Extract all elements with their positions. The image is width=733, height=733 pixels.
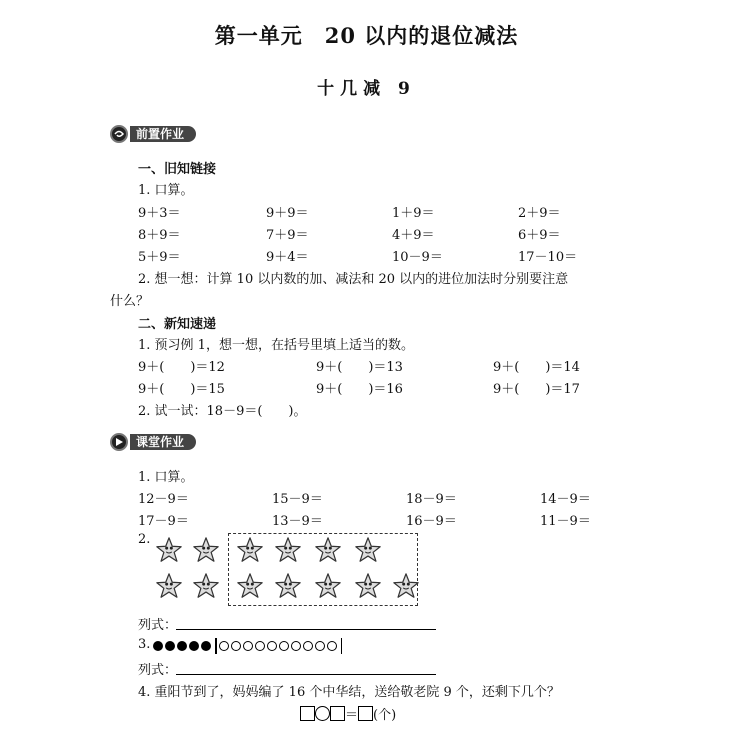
math-item: 7＋9＝ <box>266 228 309 243</box>
filled-dot <box>189 641 199 651</box>
page-subtitle: 十几减 9 <box>317 79 416 99</box>
answer-box[interactable] <box>358 706 373 721</box>
empty-dot <box>291 641 301 651</box>
empty-dot <box>267 641 277 651</box>
fill-blank-item: 9＋( )＝13 <box>316 360 403 375</box>
fill-blank-item: 9＋( )＝15 <box>138 382 225 397</box>
question-label: 2. <box>138 532 151 547</box>
math-item: 6＋9＝ <box>518 228 561 243</box>
math-item: 14－9＝ <box>540 492 591 507</box>
question-label: 3. <box>138 637 151 652</box>
question-text: 什么？ <box>110 294 150 309</box>
class-homework-label: 课堂作业 <box>130 434 196 450</box>
answer-box[interactable] <box>330 706 345 721</box>
equals-sign: ＝ <box>345 707 359 723</box>
question-label: 1. 口算。 <box>138 183 194 198</box>
math-item: 9＋9＝ <box>266 206 309 221</box>
math-item: 11－9＝ <box>540 514 591 529</box>
pre-homework-badge <box>110 124 196 144</box>
fill-blank-item: 9＋( )＝17 <box>493 382 580 397</box>
filled-dot <box>153 641 163 651</box>
formula-label: 列式： <box>138 663 178 678</box>
empty-dot <box>303 641 313 651</box>
math-item: 17－10＝ <box>518 250 578 265</box>
fill-blank-item: 9＋( )＝14 <box>493 360 580 375</box>
math-item: 4＋9＝ <box>392 228 435 243</box>
math-item: 1＋9＝ <box>392 206 435 221</box>
starfish-icon <box>192 572 220 600</box>
formula-label: 列式： <box>138 618 178 633</box>
math-item: 17－9＝ <box>138 514 189 529</box>
math-item: 9＋3＝ <box>138 206 181 221</box>
pre-homework-label: 前置作业 <box>130 126 196 142</box>
starfish-icon <box>192 536 220 564</box>
answer-box[interactable] <box>300 706 315 721</box>
filled-dot <box>201 641 211 651</box>
answer-equation <box>300 704 396 722</box>
math-item: 10－9＝ <box>392 250 443 265</box>
divider-bar <box>215 638 217 654</box>
empty-dot <box>315 641 325 651</box>
answer-line <box>176 629 436 630</box>
question-text: 1. 预习例 1，想一想，在括号里填上适当的数。 <box>138 338 414 353</box>
empty-dot <box>231 641 241 651</box>
divider-bar <box>341 638 343 654</box>
unit-label: (个) <box>373 707 397 723</box>
play-icon <box>110 433 128 451</box>
fill-blank-item: 9＋( )＝16 <box>316 382 403 397</box>
swirl-icon <box>110 125 128 143</box>
math-item: 16－9＝ <box>406 514 457 529</box>
math-item: 13－9＝ <box>272 514 323 529</box>
empty-dot <box>255 641 265 651</box>
answer-line <box>176 674 436 675</box>
fill-blank-item: 9＋( )＝12 <box>138 360 225 375</box>
math-item: 9＋4＝ <box>266 250 309 265</box>
empty-dot <box>279 641 289 651</box>
math-item: 2＋9＝ <box>518 206 561 221</box>
math-item: 8＋9＝ <box>138 228 181 243</box>
math-item: 18－9＝ <box>406 492 457 507</box>
empty-dot <box>327 641 337 651</box>
empty-dot <box>219 641 229 651</box>
question-text: 2. 试一试：18－9＝( )。 <box>138 404 307 419</box>
operator-circle[interactable] <box>315 706 330 721</box>
section-heading-review: 一、旧知链接 <box>138 162 217 177</box>
question-text: 2. 想一想：计算 10 以内数的加、减法和 20 以内的进位加法时分别要注意 <box>138 272 569 287</box>
dot-row <box>153 637 344 655</box>
math-item: 15－9＝ <box>272 492 323 507</box>
starfish-icon <box>155 572 183 600</box>
starfish-icon <box>155 536 183 564</box>
math-item: 12－9＝ <box>138 492 189 507</box>
section-heading-new: 二、新知速递 <box>138 317 217 332</box>
dashed-group-box <box>228 533 418 606</box>
empty-dot <box>243 641 253 651</box>
question-label: 1. 口算。 <box>138 470 194 485</box>
math-item: 5＋9＝ <box>138 250 181 265</box>
class-homework-badge <box>110 432 196 452</box>
question-text: 4. 重阳节到了，妈妈编了 16 个中华结，送给敬老院 9 个，还剩下几个？ <box>138 685 560 700</box>
page-title: 第一单元 20 以内的退位减法 <box>214 23 519 48</box>
filled-dot <box>177 641 187 651</box>
filled-dot <box>165 641 175 651</box>
